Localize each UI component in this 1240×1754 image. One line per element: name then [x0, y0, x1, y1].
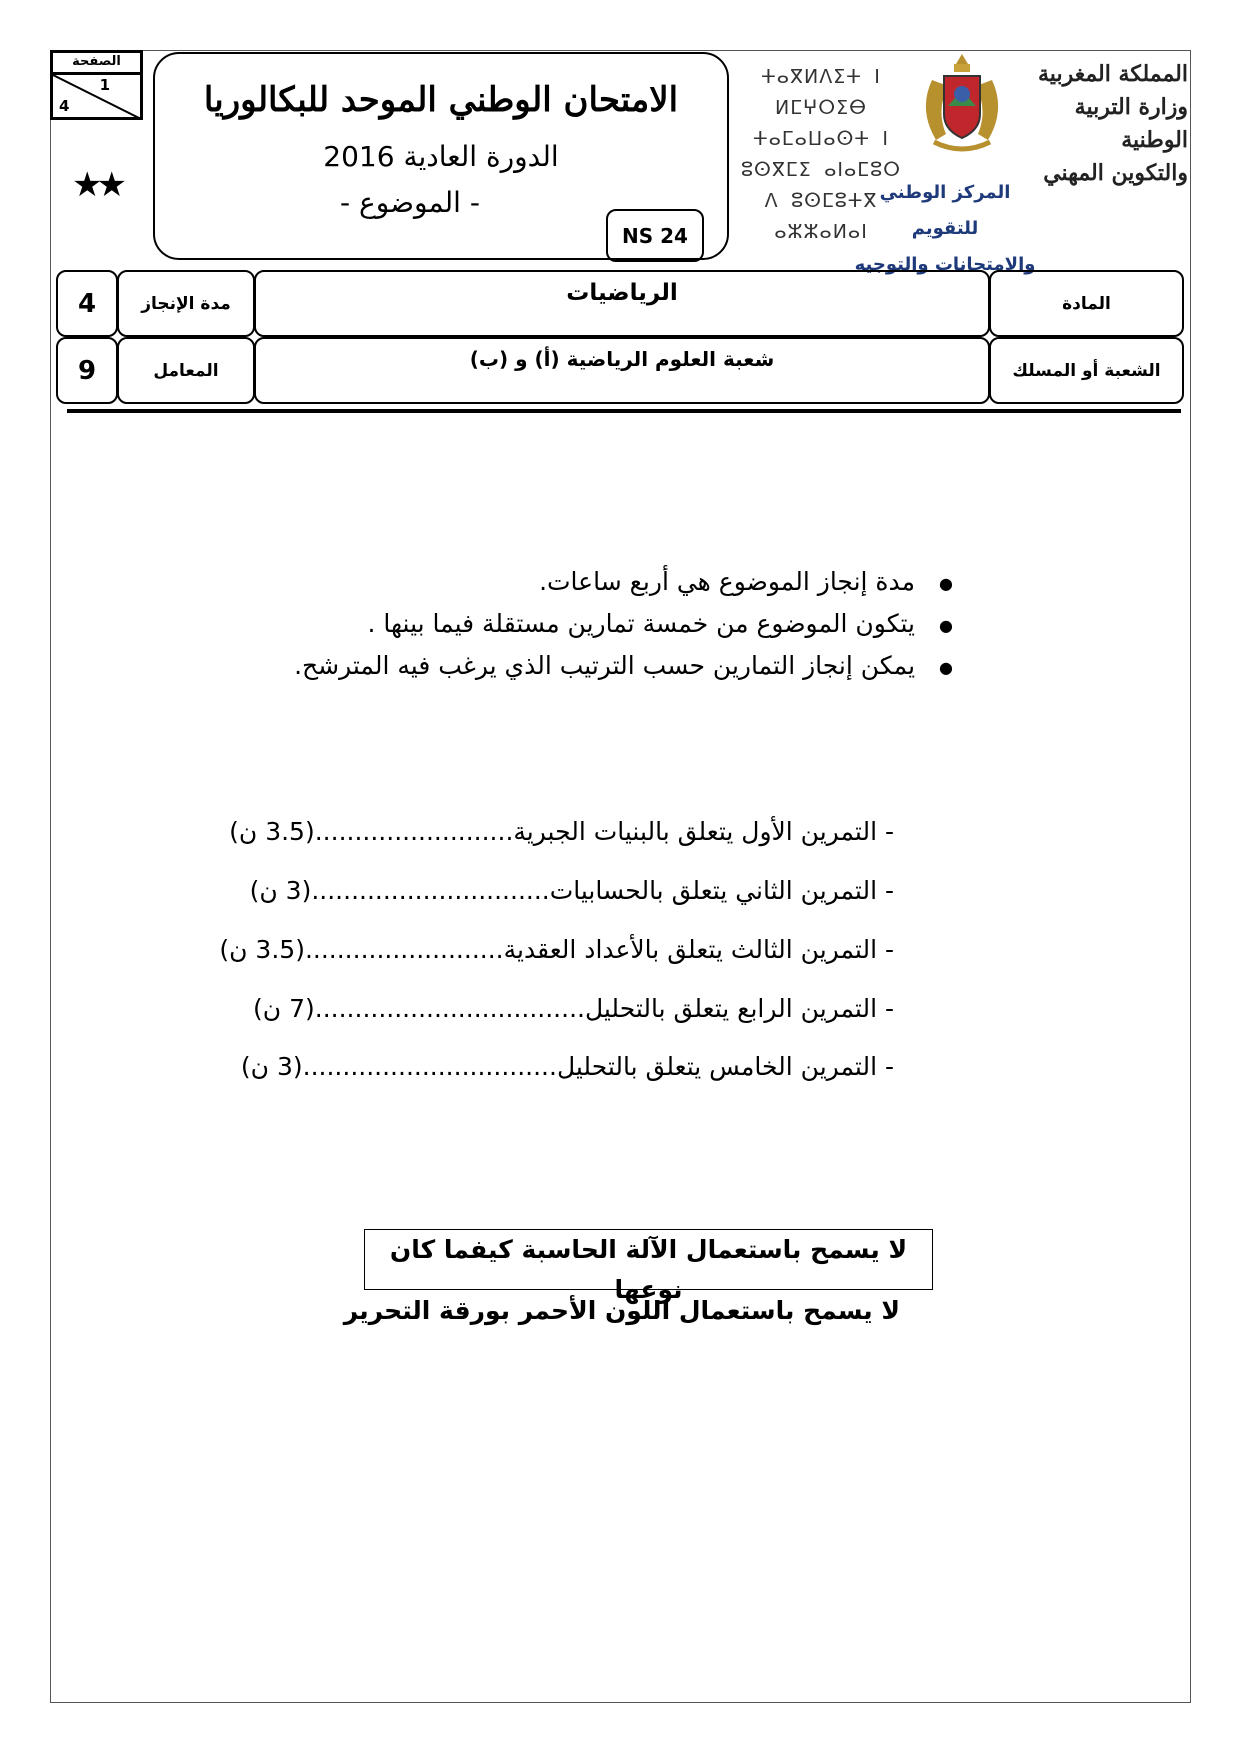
exam-title-box [153, 52, 729, 260]
duration-value: 4 [56, 270, 118, 337]
ministry-name [1008, 58, 1188, 190]
coefficient-value: 9 [56, 337, 118, 404]
exercise-item: - التمرين الثالث يتعلق بالأعداد العقدية.........................(3.5 ن) [219, 935, 894, 964]
coat-of-arms-icon [914, 50, 1010, 156]
amazigh-line: ⵜⴰⴳⵍⴷⵉⵜ ⵏ ⵍⵎⵖⵔⵉⴱ [761, 66, 881, 119]
instruction-item: ● يمكن إنجاز التمارين حسب الترتيب الذي يرغب فيه المترشح. [253, 651, 953, 680]
page-number-box [50, 50, 143, 120]
difficulty-stars-icon: ★★ [72, 165, 121, 205]
page-current: 1 [99, 76, 110, 94]
ministry-line: المملكة المغربية [1038, 61, 1188, 87]
red-ink-notice: لا يسمح باستعمال اللون الأحمر بورقة التحرير [343, 1296, 900, 1325]
subject-label: المادة [989, 270, 1184, 337]
subject-heading: - الموضوع - [340, 186, 480, 219]
ministry-line: وزارة التربية الوطنية [1074, 94, 1188, 153]
center-line: المركز الوطني للتقويم [879, 182, 1011, 239]
header-divider [67, 409, 1181, 413]
duration-label: مدة الإنجاز [117, 270, 255, 337]
session: الدورة العادية 2016 [323, 140, 559, 173]
exercise-item: - التمرين الخامس يتعلق بالتحليل................................(3 ن) [240, 1052, 894, 1081]
coefficient-label: المعامل [117, 337, 255, 404]
exercise-item: - التمرين الثاني يتعلق بالحسابيات..............................(3 ن) [249, 876, 894, 905]
amazigh-line: ⴷ ⵓⵙⵎⵓⵜⴳ ⴰⵣⵣⴰⵍⴰⵏ [764, 190, 878, 243]
national-center-name [845, 175, 1045, 283]
branch-label: الشعبة أو المسلك [989, 337, 1184, 404]
amazigh-line: ⵜⴰⵎⴰⵡⴰⵙⵜ ⵏ ⵓⵙⴳⵎⵉ ⴰⵏⴰⵎⵓⵔ [741, 128, 901, 181]
page-total: 4 [59, 97, 70, 115]
exam-title: الامتحان الوطني الموحد للبكالوريا [203, 80, 679, 120]
center-line: والامتحانات والتوجيه [854, 254, 1036, 275]
exercise-item: - التمرين الرابع يتعلق بالتحليل..................................(7 ن) [253, 994, 894, 1023]
exercise-item: - التمرين الأول يتعلق بالبنيات الجبرية.........................(3.5 ن) [229, 817, 894, 846]
instruction-item: ● مدة إنجاز الموضوع هي أربع ساعات. [253, 567, 953, 596]
ministry-line: والتكوين المهني [1043, 160, 1188, 186]
calculator-notice: لا يسمح باستعمال الآلة الحاسبة كيفما كان نوعها [364, 1229, 933, 1290]
exam-code: NS 24 [606, 209, 704, 262]
page-label: الصفحة [53, 53, 140, 75]
subject-value: الرياضيات [254, 270, 990, 337]
branch-value: شعبة العلوم الرياضية (أ) و (ب) [254, 337, 990, 404]
instruction-item: ● يتكون الموضوع من خمسة تمارين مستقلة فيما بينها . [253, 609, 953, 638]
